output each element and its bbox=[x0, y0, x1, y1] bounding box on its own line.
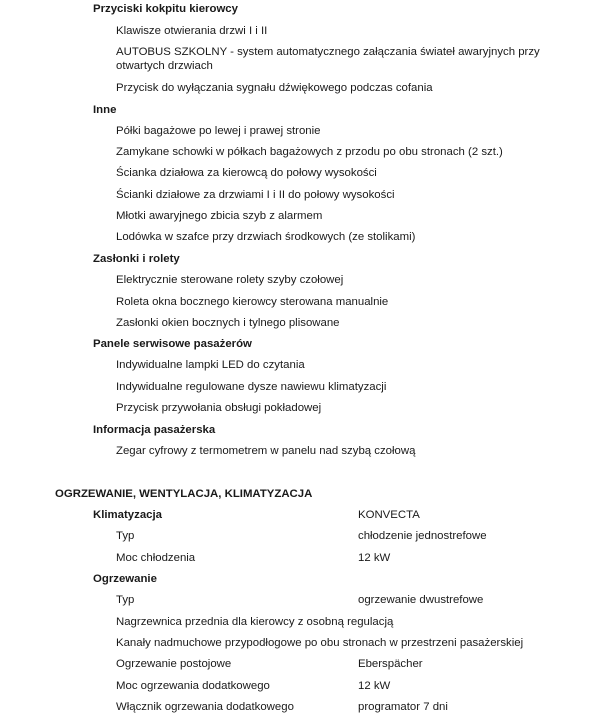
list-item: Lodówka w szafce przy drzwiach środkowych (ze stolikami) bbox=[116, 231, 416, 243]
spec-label: Typ bbox=[116, 530, 135, 542]
list-item: Zegar cyfrowy z termometrem w panelu nad szybą czołową bbox=[116, 445, 416, 457]
subsection-heading-ogrzewanie: Ogrzewanie bbox=[93, 573, 157, 585]
spec-value: ogrzewanie dwustrefowe bbox=[358, 594, 484, 606]
section-heading-zaslonki: Zasłonki i rolety bbox=[93, 253, 180, 265]
section-heading-panele: Panele serwisowe pasażerów bbox=[93, 338, 252, 350]
list-item: Indywidualne lampki LED do czytania bbox=[116, 359, 305, 371]
spec-value: chłodzenie jednostrefowe bbox=[358, 530, 487, 542]
list-item: Roleta okna bocznego kierowcy sterowana manualnie bbox=[116, 296, 389, 308]
section-heading-hvac: OGRZEWANIE, WENTYLACJA, KLIMATYZACJA bbox=[55, 488, 313, 500]
list-item: Przycisk przywołania obsługi pokładowej bbox=[116, 402, 322, 414]
list-item: Zasłonki okien bocznych i tylnego plisowane bbox=[116, 317, 340, 329]
klimatyzacja-brand: KONVECTA bbox=[358, 509, 420, 521]
list-item: Klawisze otwierania drzwi I i II bbox=[116, 25, 268, 37]
list-item: Ścianki działowe za drzwiami I i II do połowy wysokości bbox=[116, 189, 395, 201]
spec-value: 12 kW bbox=[358, 552, 391, 564]
spec-value: programator 7 dni bbox=[358, 701, 448, 713]
section-heading-kokpit: Przyciski kokpitu kierowcy bbox=[93, 3, 238, 15]
list-item: Zamykane schowki w półkach bagażowych z przodu po obu stronach (2 szt.) bbox=[116, 146, 503, 158]
spec-label: Moc chłodzenia bbox=[116, 552, 196, 564]
list-item: AUTOBUS SZKOLNY - system automatycznego załączania świateł awaryjnych przy otwartych drzwiach bbox=[116, 46, 540, 72]
spec-label: Włącznik ogrzewania dodatkowego bbox=[116, 701, 294, 713]
list-item: Ścianka działowa za kierowcą do połowy wysokości bbox=[116, 167, 377, 179]
list-item: Młotki awaryjnego zbicia szyb z alarmem bbox=[116, 210, 323, 222]
spec-label: Typ bbox=[116, 594, 135, 606]
spec-value: 12 kW bbox=[358, 680, 391, 692]
spec-label: Kanały nadmuchowe przypodłogowe po obu stronach w przestrzeni pasażerskiej bbox=[116, 637, 524, 649]
section-heading-informacja: Informacja pasażerska bbox=[93, 424, 216, 436]
spec-label: Moc ogrzewania dodatkowego bbox=[116, 680, 270, 692]
spec-label: Ogrzewanie postojowe bbox=[116, 658, 232, 670]
section-heading-inne: Inne bbox=[93, 104, 117, 116]
list-item: Indywidualne regulowane dysze nawiewu klimatyzacji bbox=[116, 381, 387, 393]
list-item: Elektrycznie sterowane rolety szyby czołowej bbox=[116, 274, 344, 286]
spec-value: Eberspächer bbox=[358, 658, 423, 670]
spec-label: Nagrzewnica przednia dla kierowcy z osobną regulacją bbox=[116, 616, 394, 628]
list-item: Przycisk do wyłączania sygnału dźwiękowego podczas cofania bbox=[116, 82, 433, 94]
list-item: Półki bagażowe po lewej i prawej stronie bbox=[116, 125, 321, 137]
subsection-heading-klimatyzacja: Klimatyzacja bbox=[93, 509, 163, 521]
